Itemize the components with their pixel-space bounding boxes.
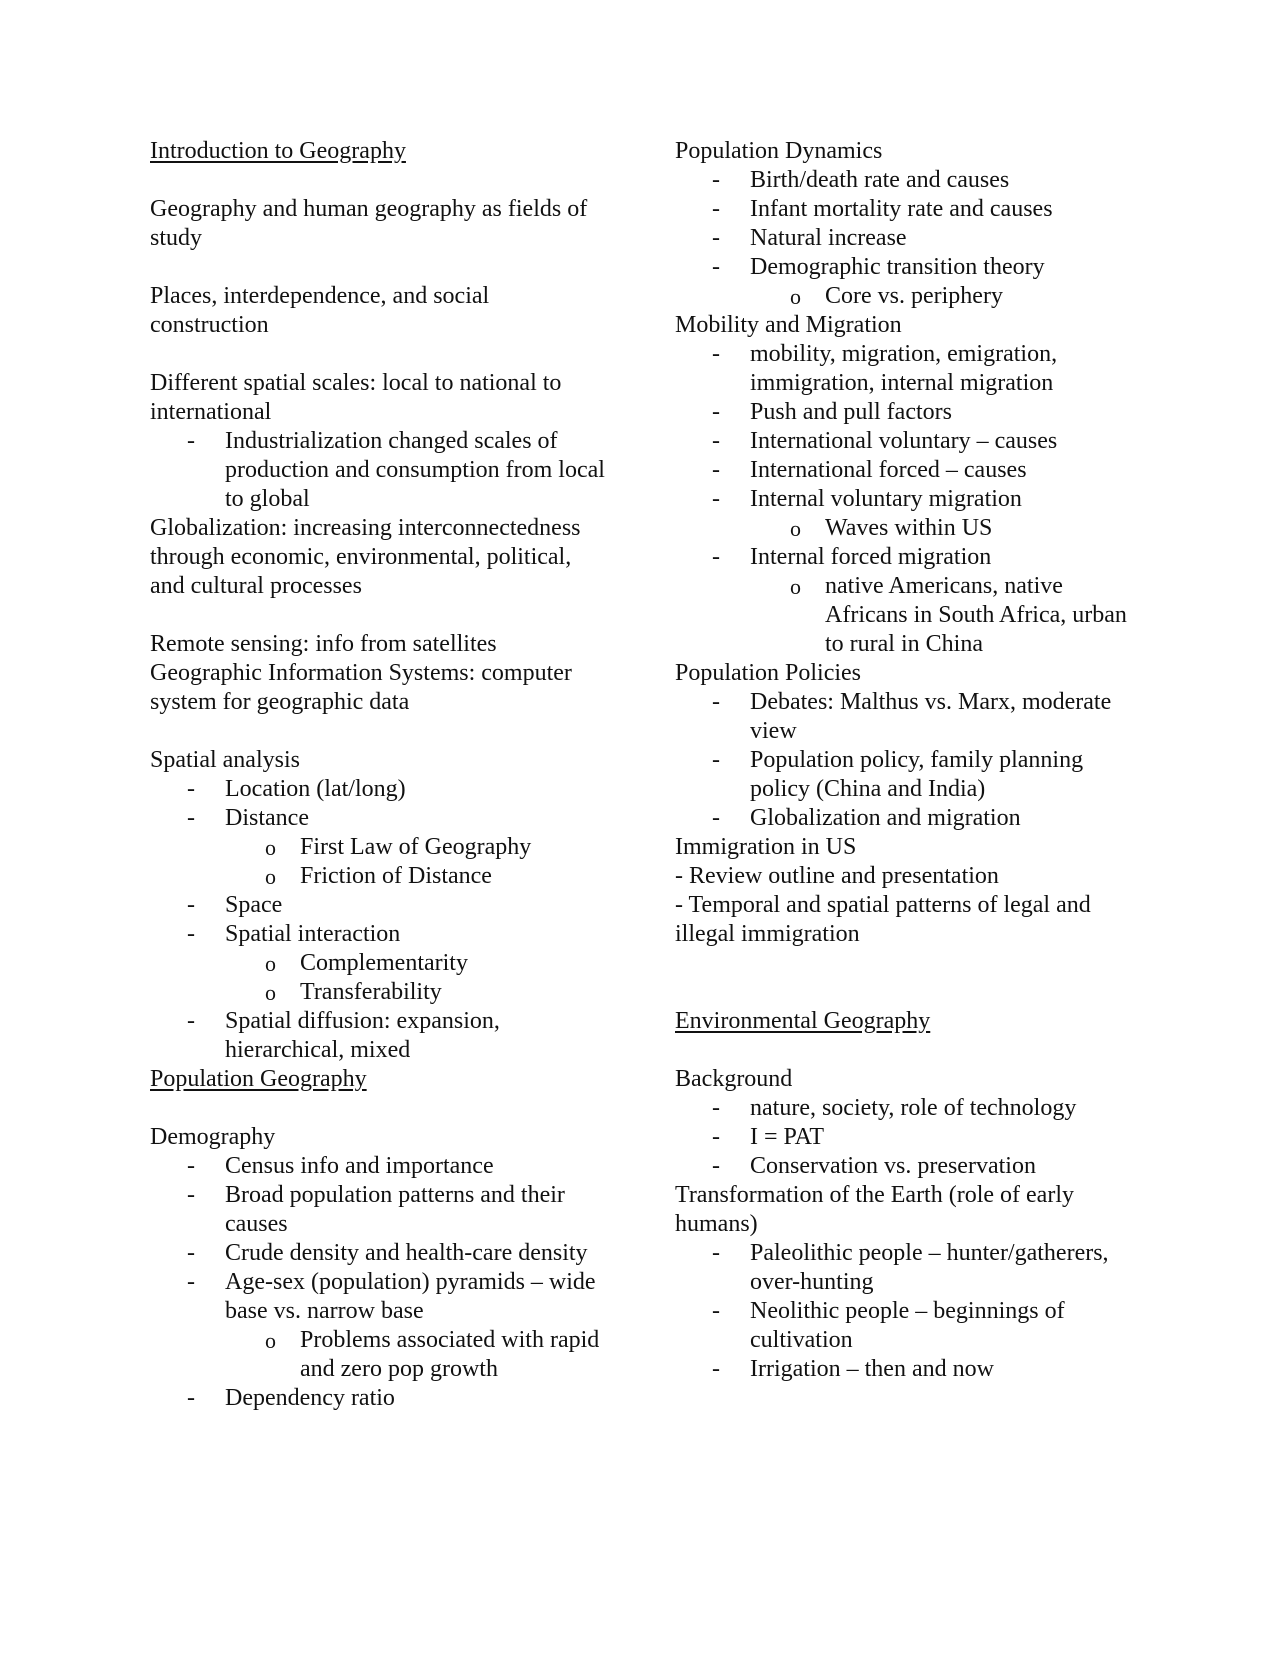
list-item-text: International forced – causes [750,457,1027,483]
list-item-text: Broad population patterns and their causes [225,1182,565,1237]
list-item [675,1355,1145,1384]
dash-marker: - [712,341,720,367]
list-item [675,340,1145,398]
dash-marker: - [712,167,720,193]
list-item [675,1152,1145,1181]
sub-list-item-text: Complementarity [300,950,468,976]
circle-marker: o [265,980,276,1005]
dash-marker: - [187,805,195,831]
paragraph-remote-sensing: Remote sensing: info from satellites [150,631,497,657]
sub-list-item [225,978,610,1007]
paragraph-gis: Geographic Information Systems: computer system for geographic data [150,660,572,715]
list-item-text: Spatial interaction [225,921,401,947]
dash-marker: - [187,776,195,802]
dash-marker: - [712,486,720,512]
list-item-text: Birth/death rate and causes [750,167,1010,193]
dash-marker: - [712,1124,720,1150]
dash-marker: - [187,1153,195,1179]
subheading-demography: Demography [150,1124,276,1150]
list-item [675,1123,1145,1152]
subheading-immigration-us: Immigration in US [675,834,857,860]
list-item [675,166,1145,195]
immigration-line: - Temporal and spatial patterns of legal and illegal immigration [675,892,1091,947]
list-item-text: Internal forced migration [750,544,992,570]
section-heading-environmental: Environmental Geography [675,1008,931,1034]
dash-marker: - [712,1153,720,1179]
list-item-text: Distance [225,805,309,831]
dash-marker: - [712,1240,720,1266]
list-item [675,1297,1145,1355]
transformation-list [675,1239,1145,1384]
sub-list [225,949,610,1007]
list-item [675,398,1145,427]
list-item-text: I = PAT [750,1124,825,1150]
sub-list-item-text: Problems associated with rapid and zero pop growth [300,1327,600,1382]
list-item [150,775,610,804]
circle-marker: o [790,516,801,541]
sub-list [225,1326,610,1384]
dash-marker: - [187,1269,195,1295]
dash-marker: - [712,399,720,425]
list-item [675,427,1145,456]
right-column [675,137,1145,1384]
list-item [675,224,1145,253]
sub-list [225,833,610,891]
dash-marker: - [712,544,720,570]
subheading-spatial-analysis: Spatial analysis [150,747,300,773]
dash-marker: - [712,254,720,280]
list-item [150,920,610,1007]
list-item-text: Irrigation – then and now [750,1356,994,1382]
sub-list-item [750,514,1145,543]
sub-list-item-text: native Americans, native Africans in South Africa, urban to rural in China [825,573,1127,657]
list-item [150,1007,610,1065]
circle-marker: o [265,835,276,860]
dash-marker: - [712,428,720,454]
list-item [675,543,1145,659]
list-item-text: Census info and importance [225,1153,494,1179]
dash-marker: - [712,689,720,715]
list-item [150,1181,610,1239]
list-item [675,195,1145,224]
list-item-text: nature, society, role of technology [750,1095,1077,1121]
left-column [150,137,610,1413]
sub-list-item [225,1326,610,1384]
list-item-text: Space [225,892,283,918]
dash-marker: - [187,1182,195,1208]
list-item-text: Debates: Malthus vs. Marx, moderate view [750,689,1112,744]
dash-marker: - [712,1356,720,1382]
list-item [675,485,1145,543]
paragraph-globalization: Globalization: increasing interconnectedness through economic, environmental, political, and cultural processes [150,515,581,599]
list-item-text: Paleolithic people – hunter/gatherers, over-hunting [750,1240,1109,1295]
list-item-text: Dependency ratio [225,1385,395,1411]
subheading-population-dynamics: Population Dynamics [675,138,883,164]
sub-list-item-text: Waves within US [825,515,993,541]
list-item-text: Age-sex (population) pyramids – wide base vs. narrow base [225,1269,596,1324]
list-item [675,688,1145,746]
dash-marker: - [187,1385,195,1411]
spatial-analysis-list [150,775,610,1065]
section-heading-population: Population Geography [150,1066,367,1092]
sub-list-item-text: Friction of Distance [300,863,492,889]
subheading-transformation: Transformation of the Earth (role of early humans) [675,1182,1074,1237]
list-item-text: Globalization and migration [750,805,1021,831]
list-item-text: Location (lat/long) [225,776,406,802]
list-item [675,804,1145,833]
sub-list-item [225,949,610,978]
list-item [150,1268,610,1384]
section-heading-intro: Introduction to Geography [150,138,406,164]
list-item-text: Demographic transition theory [750,254,1045,280]
list-item-text: Conservation vs. preservation [750,1153,1036,1179]
list-item-text: Industrialization changed scales of production and consumption from local to global [225,428,605,512]
sub-list-item [750,572,1145,659]
list-item [150,891,610,920]
subheading-background: Background [675,1066,793,1092]
dash-marker: - [187,892,195,918]
subheading-mobility-migration: Mobility and Migration [675,312,902,338]
list-item [675,746,1145,804]
list-item [675,1239,1145,1297]
dash-marker: - [712,457,720,483]
list-item-text: Push and pull factors [750,399,952,425]
circle-marker: o [790,574,801,599]
circle-marker: o [790,284,801,309]
circle-marker: o [265,1328,276,1353]
list-item [675,456,1145,485]
sub-list [750,514,1145,543]
list-item-text: Natural increase [750,225,907,251]
dash-marker: - [187,1008,195,1034]
list-item [150,1239,610,1268]
list-item [150,427,610,514]
dash-marker: - [712,1095,720,1121]
list-item [675,253,1145,311]
dash-marker: - [712,1298,720,1324]
list-item-text: Population policy, family planning policy (China and India) [750,747,1084,802]
circle-marker: o [265,951,276,976]
spatial-scales-list [150,427,610,514]
circle-marker: o [265,864,276,889]
list-item [150,1152,610,1181]
dash-marker: - [187,921,195,947]
sub-list [750,282,1145,311]
list-item-text: International voluntary – causes [750,428,1058,454]
immigration-line: - Review outline and presentation [675,863,999,889]
list-item-text: mobility, migration, emigration, immigration, internal migration [750,341,1058,396]
population-policies-list [675,688,1145,833]
mobility-migration-list [675,340,1145,659]
sub-list-item-text: Transferability [300,979,442,1005]
dash-marker: - [712,196,720,222]
background-list [675,1094,1145,1181]
dash-marker: - [712,747,720,773]
population-dynamics-list [675,166,1145,311]
dash-marker: - [187,428,195,454]
list-item [150,804,610,891]
sub-list [750,572,1145,659]
dash-marker: - [712,805,720,831]
list-item-text: Internal voluntary migration [750,486,1022,512]
sub-list-item [750,282,1145,311]
list-item-text: Spatial diffusion: expansion, hierarchical, mixed [225,1008,500,1063]
list-item-text: Neolithic people – beginnings of cultivation [750,1298,1065,1353]
paragraph-spatial-scales: Different spatial scales: local to national to international [150,370,562,425]
sub-list-item [225,862,610,891]
dash-marker: - [187,1240,195,1266]
paragraph-places: Places, interdependence, and social construction [150,283,490,338]
sub-list-item-text: First Law of Geography [300,834,532,860]
demography-list [150,1152,610,1413]
dash-marker: - [712,225,720,251]
list-item [150,1384,610,1413]
subheading-population-policies: Population Policies [675,660,861,686]
paragraph-fields-of-study: Geography and human geography as fields of study [150,196,588,251]
list-item [675,1094,1145,1123]
list-item-text: Crude density and health-care density [225,1240,588,1266]
sub-list-item-text: Core vs. periphery [825,283,1003,309]
sub-list-item [225,833,610,862]
list-item-text: Infant mortality rate and causes [750,196,1053,222]
